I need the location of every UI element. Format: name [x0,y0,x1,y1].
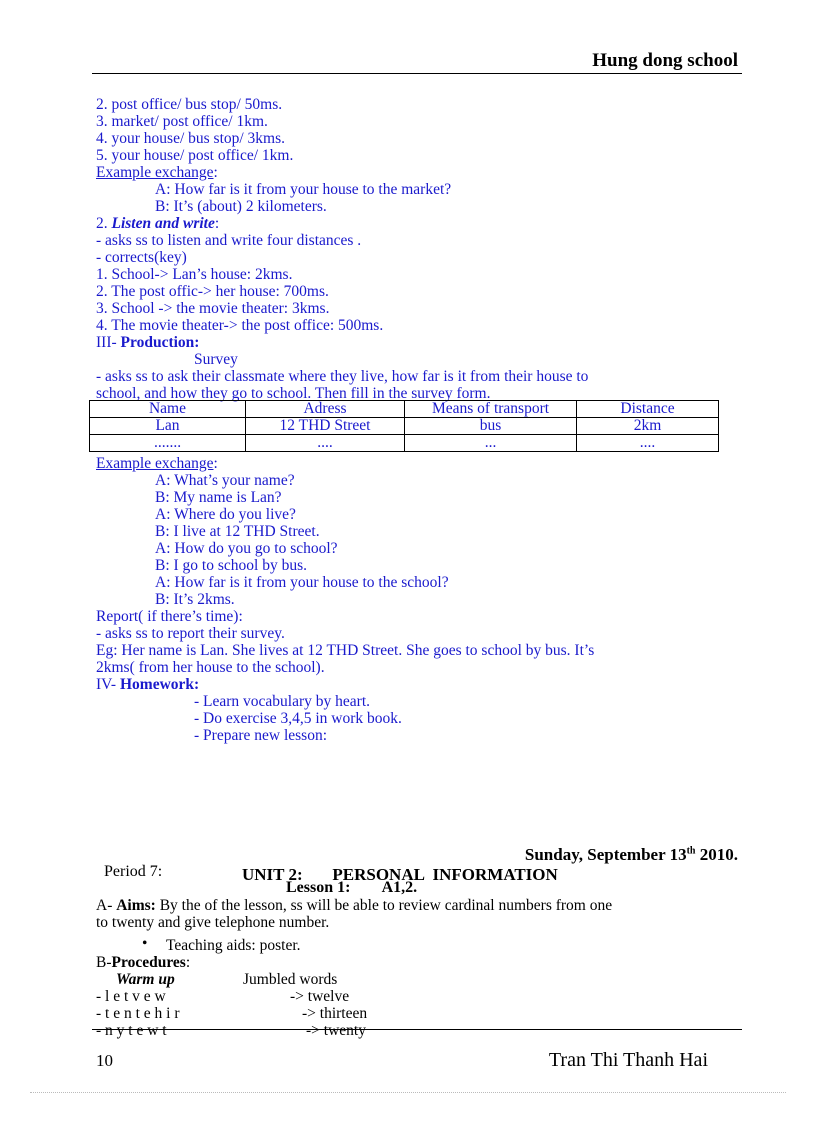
jumbled-word: - l e t v e w [96,988,166,1005]
aims-text: By the of the lesson, ss will be able to review cardinal numbers from one [155,897,613,914]
jumbled-word: - n y t e w t [96,1022,167,1039]
homework-item: - Do exercise 3,4,5 in work book. [194,710,402,727]
aims-title: Aims: [116,897,156,914]
list-item: 2. The post offic-> her house: 700ms. [96,283,329,300]
footer-rule [92,1029,742,1030]
jumbled-answer: -> thirteen [302,1005,368,1022]
warmup-activity: Jumbled words [243,971,338,988]
aims-line: to twenty and give telephone number. [96,914,330,931]
section-heading [96,334,199,351]
list-item: 5. your house/ post office/ 1km. [96,147,294,164]
table-row [90,418,719,435]
dialogue-line: B: I live at 12 THD Street. [155,523,320,540]
homework-item: - Learn vocabulary by heart. [194,693,371,710]
date-suffix: th [686,845,696,857]
example-label: Example exchange [96,455,214,472]
jumbled-answer: -> twenty [306,1022,366,1039]
warmup-title: Warm up [116,971,175,988]
example-heading [96,164,218,181]
instruction-line: - asks ss to report their survey. [96,625,285,642]
jumbled-answer: -> twelve [290,988,350,1005]
table-row [90,435,719,452]
section-title: Homework: [119,676,200,693]
instruction-line: - asks ss to ask their classmate where they live, how far is it from their house to [96,368,589,385]
dialogue-line: A: How far is it from your house to the school? [155,574,449,591]
example-line: Eg: Her name is Lan. She lives at 12 THD Street. She goes to school by bus. It’s [96,642,595,659]
dialogue-line: B: It’s 2kms. [155,591,235,608]
column-header: Adress [246,401,405,418]
table-cell: bus [405,418,577,435]
section-number: IV- [96,676,120,693]
list-item: - corrects(key) [96,249,187,266]
date-text: Sunday, September 13 [524,845,687,864]
section-title: Procedures [111,954,186,971]
colon: : [185,954,191,971]
section-number: III- [96,334,121,351]
list-item: 1. School-> Lan’s house: 2kms. [96,266,293,283]
dialogue-line: A: How far is it from your house to the market? [155,181,452,198]
example-line: 2kms( from her house to the school). [96,659,325,676]
dialogue-line: A: What’s your name? [155,472,295,489]
list-item: 3. School -> the movie theater: 3kms. [96,300,330,317]
teaching-aids: Teaching aids: poster. [166,937,301,954]
colon: : [213,455,218,472]
survey-table [89,400,719,452]
school-name: Hung dong school [592,50,738,71]
section-heading [96,676,199,693]
table-cell: 12 THD Street [246,418,405,435]
header-rule [92,73,742,74]
list-item: 3. market/ post office/ 1km. [96,113,268,130]
report-heading: Report( if there’s time): [96,608,243,625]
dialogue-line: A: Where do you live? [155,506,296,523]
section-title: Production: [120,334,200,351]
list-item: 4. your house/ bus stop/ 3kms. [96,130,286,147]
lesson-date [525,845,738,865]
section-prefix: B- [96,954,112,971]
aims-prefix: A- [96,897,117,914]
author-name: Tran Thi Thanh Hai [548,1049,708,1071]
dialogue-line: B: My name is Lan? [155,489,282,506]
table-cell: ....... [90,435,246,452]
column-header: Means of transport [405,401,577,418]
example-heading [96,455,218,472]
column-header: Distance [577,401,719,418]
section-number: 2. [96,215,112,232]
list-item: 4. The movie theater-> the post office: 500ms. [96,317,384,334]
colon: : [213,164,218,181]
table-cell: ... [405,435,577,452]
dialogue-line: A: How do you go to school? [155,540,338,557]
column-header: Name [90,401,246,418]
page-number: 10 [96,1051,113,1070]
example-label: Example exchange [96,164,214,181]
table-cell: 2km [577,418,719,435]
aims-line [96,897,612,914]
section-title: Listen and write [111,215,215,232]
table-header-row [90,401,719,418]
section-heading [96,954,190,971]
colon: : [214,215,220,232]
list-item: 2. post office/ bus stop/ 50ms. [96,96,283,113]
page-edge [30,1092,786,1093]
section-heading [96,215,219,232]
bullet-icon: • [142,935,148,952]
period-label: Period 7: [104,863,163,880]
table-cell: Lan [90,418,246,435]
homework-item: - Prepare new lesson: [194,727,327,744]
table-cell: .... [246,435,405,452]
unit-title: UNIT 2: PERSONAL INFORMATION [242,865,558,884]
dialogue-line: B: I go to school by bus. [155,557,307,574]
activity-name: Survey [194,351,238,368]
lesson-title: Lesson 1: A1,2. [286,879,418,896]
table-cell: .... [577,435,719,452]
instruction-line: school, and how they go to school. Then fill in the survey form. [96,385,491,402]
jumbled-word: - t e n t e h i r [96,1005,180,1022]
date-year: 2010. [695,845,738,864]
dialogue-line: B: It’s (about) 2 kilometers. [155,198,327,215]
list-item: - asks ss to listen and write four distances . [96,232,362,249]
